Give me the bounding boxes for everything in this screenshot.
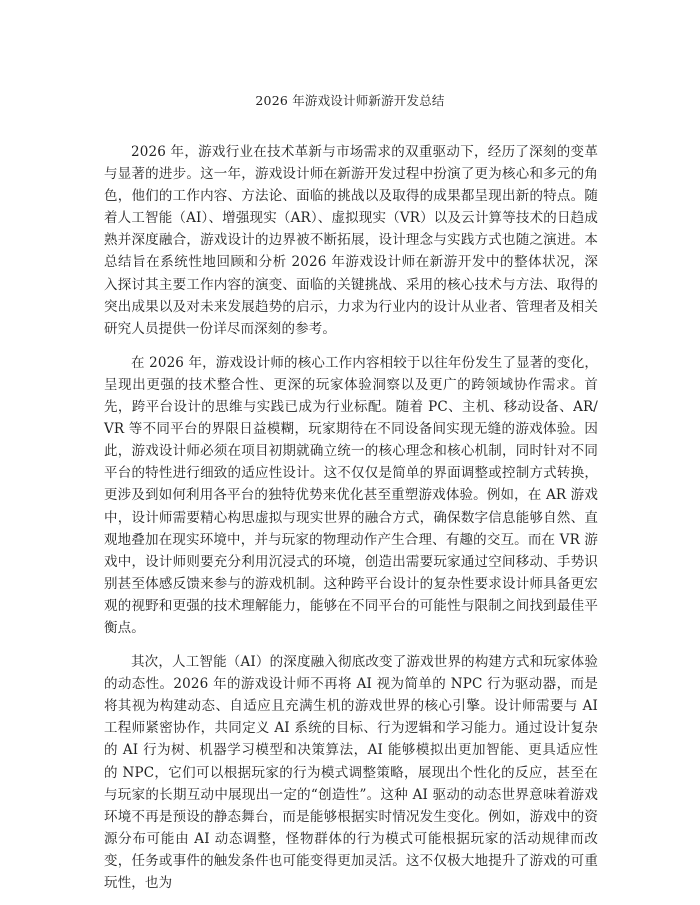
document-title: 2026 年游戏设计师新游开发总结 (255, 93, 445, 108)
paragraph-ai-integration: 其次，人工智能（AI）的深度融入彻底改变了游戏世界的构建方式和玩家体验的动态性。2026 年的游戏设计师不再将 AI 视为简单的 NPC 行为驱动器，而是将其视为构建动态、自适应且充满生机的游戏世界的核心引擎。设计师需要与 AI 工程师紧密协作，共同定义 AI 系统的目标、行为逻辑和学习能力。通过设计复杂的 AI 行为树、机器学习模型和决策算法，AI 能够模拟出更加智能、更具适应性的 NPC，它们可以根据玩家的行为模式调整策略，展现出个性化的反应，甚至在与玩家的长期互动中展现出一定的“创造性”。这种 AI 驱动的动态世界意味着游戏环境不再是预设的静态舞台，而是能够根据实时情况发生变化。例如，游戏中的资源分布可能由 AI 动态调整，怪物群体的行为模式可能根据玩家的活动规律而改变，任务或事件的触发条件也可能变得更加灵活。这不仅极大地提升了游戏的可重玩性，也为 (104, 654, 598, 891)
paragraph-introduction: 2026 年，游戏行业在技术革新与市场需求的双重驱动下，经历了深刻的变革与显著的进步。这一年，游戏设计师在新游开发过程中扮演了更为核心和多元的角色，他们的工作内容、方法论、面临的挑战以及取得的成果都呈现出新的特点。随着人工智能（AI）、增强现实（AR）、虚拟现实（VR）以及云计算等技术的日趋成熟并深度融合，游戏设计的边界被不断拓展，设计理念与实践方式也随之演进。本总结旨在系统性地回顾和分析 2026 年游戏设计师在新游开发中的整体状况，深入探讨其主要工作内容的演变、面临的关键挑战、采用的核心技术与方法、取得的突出成果以及对未来发展趋势的启示，力求为行业内的设计从业者、管理者及相关研究人员提供一份详尽而深刻的参考。 (104, 144, 598, 337)
paragraph-cross-platform-design: 在 2026 年，游戏设计师的核心工作内容相较于以往年份发生了显著的变化，呈现出更强的技术整合性、更深的玩家体验洞察以及更广的跨领域协作需求。首先，跨平台设计的思维与实践已成为行业标配。随着 PC、主机、移动设备、AR/VR 等不同平台的界限日益模糊，玩家期待在不同设备间实现无缝的游戏体验。因此，游戏设计师必须在项目初期就确立统一的核心理念和核心机制，同时针对不同平台的特性进行细致的适应性设计。这不仅仅是简单的界面调整或控制方式转换，更涉及到如何利用各平台的独特优势来优化甚至重塑游戏体验。例如，在 AR 游戏中，设计师需要精心构思虚拟与现实世界的融合方式，确保数字信息能够自然、直观地叠加在现实环境中，并与玩家的物理动作产生合理、有趣的交互。而在 VR 游戏中，设计师则要充分利用沉浸式的环境，创造出需要玩家通过空间移动、手势识别甚至体感反馈来参与的游戏机制。这种跨平台设计的复杂性要求设计师具备更宏观的视野和更强的技术理解能力，能够在不同平台的可能性与限制之间找到最佳平衡点。 (104, 354, 598, 636)
document-body (104, 141, 598, 894)
